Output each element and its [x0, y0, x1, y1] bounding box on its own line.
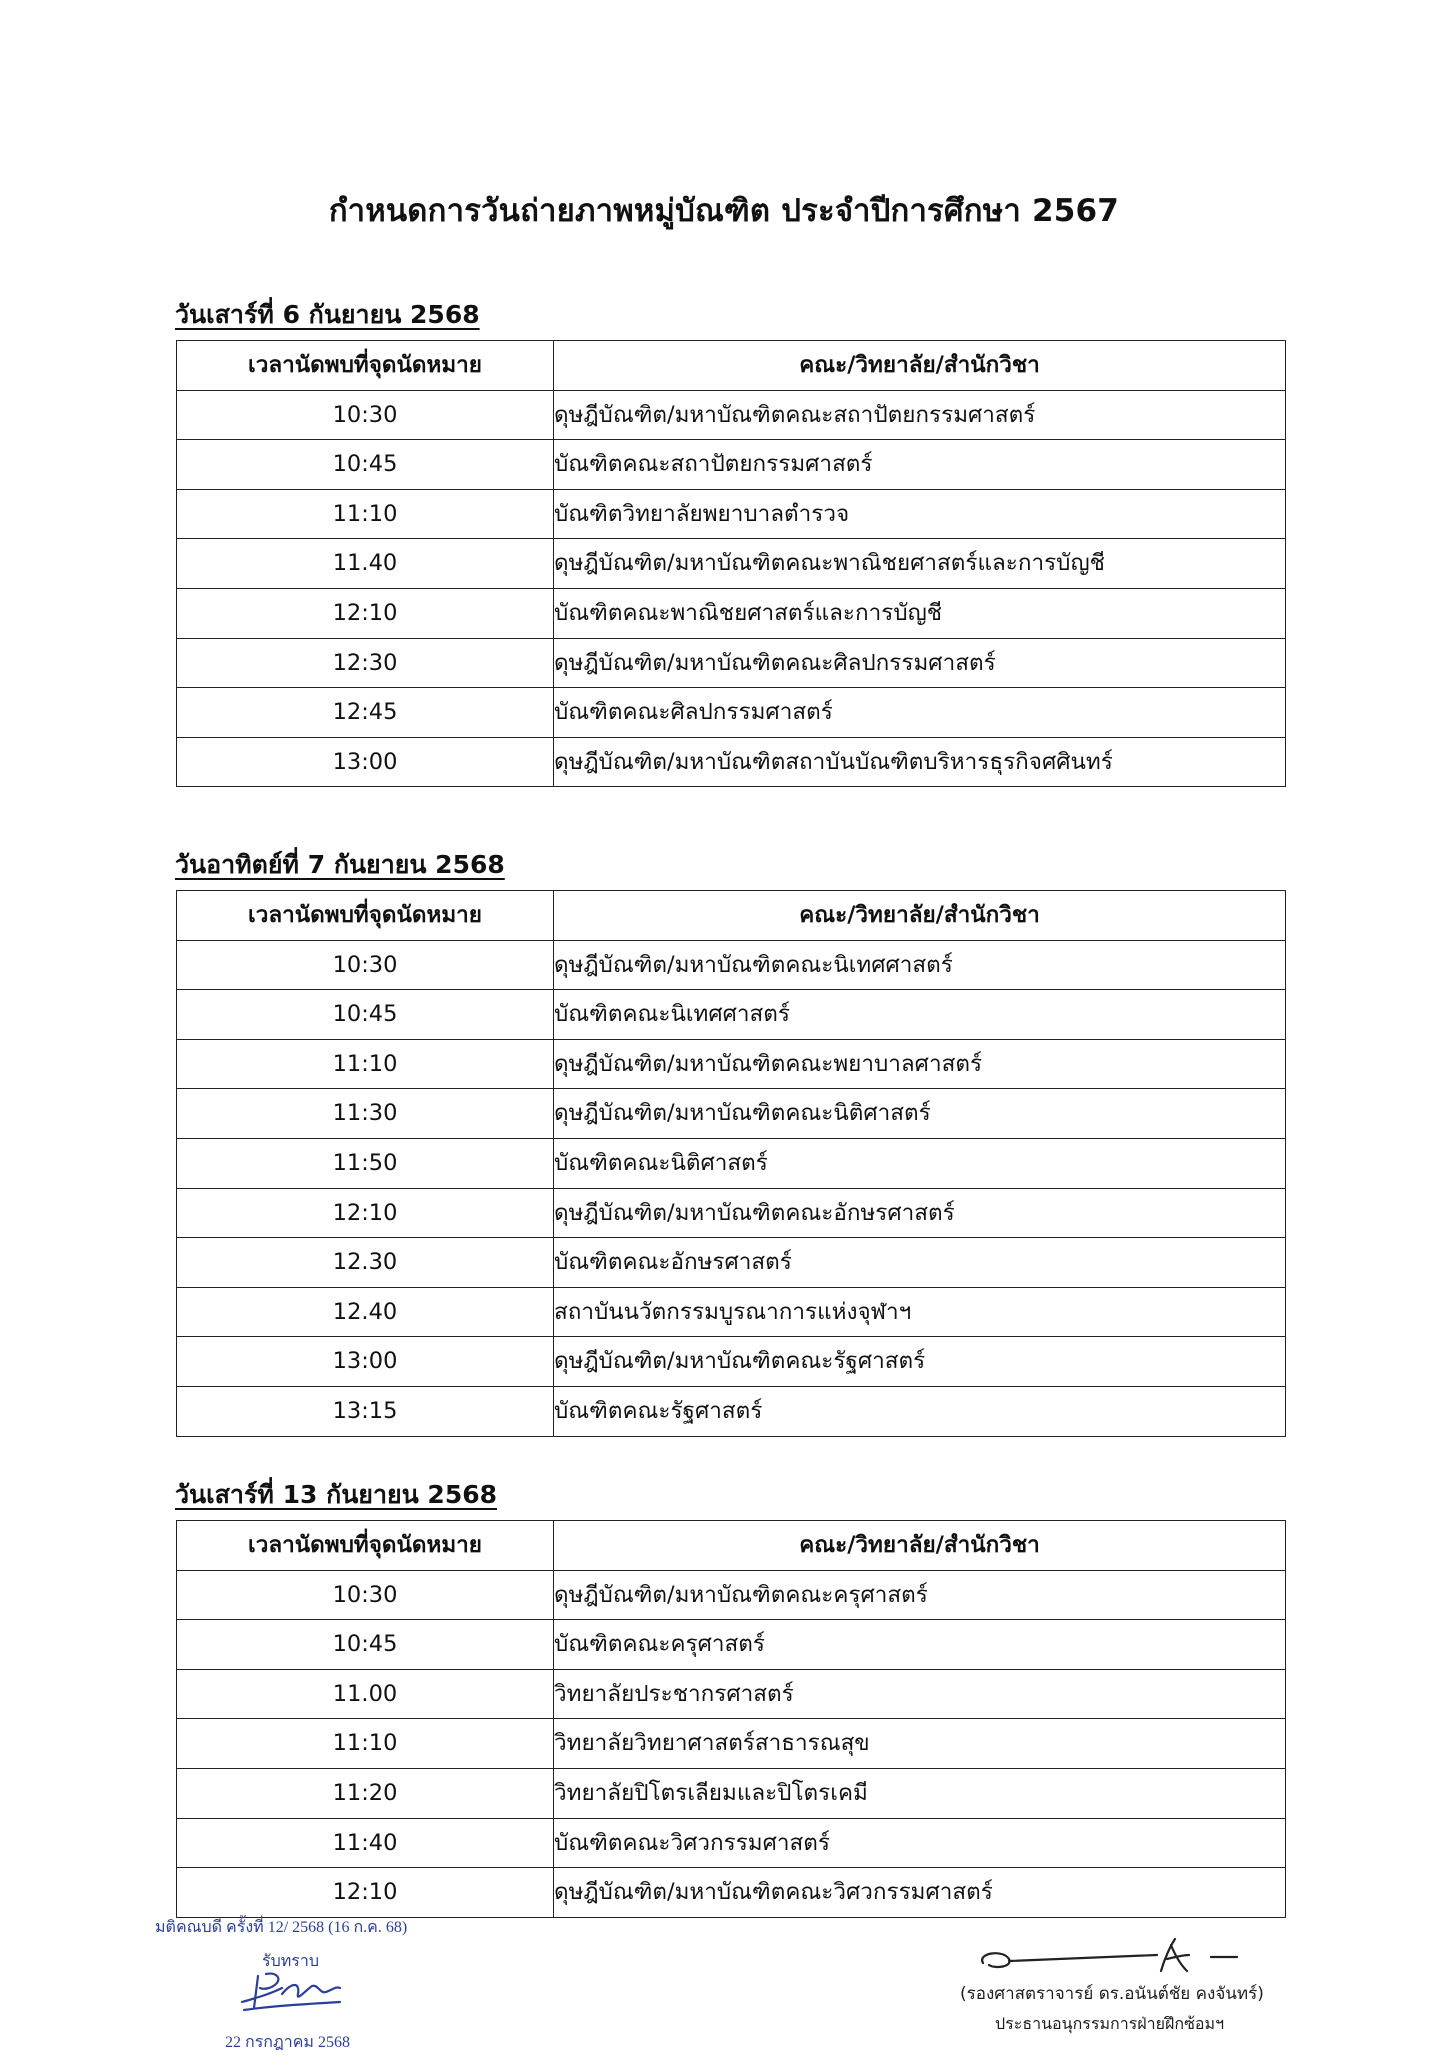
table-row — [177, 638, 1286, 688]
row-faculty: บัณฑิตคณะวิศวกรรมศาสตร์ — [554, 1818, 1286, 1868]
row-time: 11:10 — [177, 1039, 554, 1089]
table-row — [177, 1620, 1286, 1670]
row-faculty: ดุษฎีบัณฑิต/มหาบัณฑิตคณะนิเทศศาสตร์ — [554, 940, 1286, 990]
header-time: เวลานัดพบที่จุดนัดหมาย — [177, 891, 554, 941]
row-time: 12:10 — [177, 1868, 554, 1918]
table-row — [177, 390, 1286, 440]
row-time: 12:10 — [177, 588, 554, 638]
row-faculty: ดุษฎีบัณฑิต/มหาบัณฑิตคณะครุศาสตร์ — [554, 1570, 1286, 1620]
meeting-resolution-note: มติคณบดี ครั้งที่ 12/ 2568 (16 ก.ค. 68) — [155, 1919, 408, 1936]
row-faculty: ดุษฎีบัณฑิต/มหาบัณฑิตคณะอักษรศาสตร์ — [554, 1188, 1286, 1238]
row-faculty: สถาบันนวัตกรรมบูรณาการแห่งจุฬาฯ — [554, 1287, 1286, 1337]
header-faculty: คณะ/วิทยาลัย/สำนักวิชา — [554, 891, 1286, 941]
row-time: 12.40 — [177, 1287, 554, 1337]
day-1-table — [176, 340, 1286, 787]
row-time: 11:10 — [177, 489, 554, 539]
row-faculty: บัณฑิตคณะนิติศาสตร์ — [554, 1138, 1286, 1188]
row-faculty: ดุษฎีบัณฑิต/มหาบัณฑิตคณะนิติศาสตร์ — [554, 1089, 1286, 1139]
row-time: 10:45 — [177, 1620, 554, 1670]
table-row — [177, 1719, 1286, 1769]
row-faculty: ดุษฎีบัณฑิต/มหาบัณฑิตคณะพยาบาลศาสตร์ — [554, 1039, 1286, 1089]
row-time: 10:45 — [177, 440, 554, 490]
day-1-date: วันเสาร์ที่ 6 กันยายน 2568 — [175, 300, 480, 329]
table-row — [177, 1089, 1286, 1139]
page-title: กำหนดการวันถ่ายภาพหมู่บัณฑิต ประจำปีการศึกษา 2567 — [328, 193, 1120, 229]
table-row — [177, 1768, 1286, 1818]
row-faculty: วิทยาลัยประชากรศาสตร์ — [554, 1669, 1286, 1719]
row-faculty: วิทยาลัยปิโตรเลียมและปิโตรเคมี — [554, 1768, 1286, 1818]
row-faculty: บัณฑิตคณะรัฐศาสตร์ — [554, 1386, 1286, 1436]
table-row — [177, 1188, 1286, 1238]
table-row — [177, 1818, 1286, 1868]
row-time: 10:30 — [177, 390, 554, 440]
chairperson-signature — [975, 1935, 1275, 1985]
table-row — [177, 1570, 1286, 1620]
row-time: 11:50 — [177, 1138, 554, 1188]
row-time: 13:15 — [177, 1386, 554, 1436]
table-row — [177, 1337, 1286, 1387]
day-2-date: วันอาทิตย์ที่ 7 กันยายน 2568 — [175, 850, 505, 879]
table-row — [177, 539, 1286, 589]
row-faculty: บัณฑิตคณะศิลปกรรมศาสตร์ — [554, 688, 1286, 738]
table-row — [177, 1868, 1286, 1918]
row-time: 10:45 — [177, 990, 554, 1040]
table-header-row — [177, 891, 1286, 941]
day-3-date: วันเสาร์ที่ 13 กันยายน 2568 — [175, 1480, 498, 1509]
day-3-table — [176, 1520, 1286, 1918]
day-2-table — [176, 890, 1286, 1437]
row-faculty: ดุษฎีบัณฑิต/มหาบัณฑิตคณะรัฐศาสตร์ — [554, 1337, 1286, 1387]
row-time: 11.40 — [177, 539, 554, 589]
row-faculty: บัณฑิตวิทยาลัยพยาบาลตำรวจ — [554, 489, 1286, 539]
row-time: 12:45 — [177, 688, 554, 738]
row-time: 10:30 — [177, 940, 554, 990]
row-time: 10:30 — [177, 1570, 554, 1620]
table-row — [177, 1238, 1286, 1288]
row-faculty: ดุษฎีบัณฑิต/มหาบัณฑิตคณะวิศวกรรมศาสตร์ — [554, 1868, 1286, 1918]
row-time: 11:20 — [177, 1768, 554, 1818]
row-faculty: บัณฑิตคณะพาณิชยศาสตร์และการบัญชี — [554, 588, 1286, 638]
table-row — [177, 1669, 1286, 1719]
row-time: 11:30 — [177, 1089, 554, 1139]
table-row — [177, 1287, 1286, 1337]
row-faculty: บัณฑิตคณะอักษรศาสตร์ — [554, 1238, 1286, 1288]
row-time: 11:10 — [177, 1719, 554, 1769]
table-header-row — [177, 1521, 1286, 1571]
table-row — [177, 737, 1286, 787]
table-row — [177, 1386, 1286, 1436]
row-time: 11.00 — [177, 1669, 554, 1719]
row-faculty: ดุษฎีบัณฑิต/มหาบัณฑิตคณะศิลปกรรมศาสตร์ — [554, 638, 1286, 688]
row-time: 13:00 — [177, 1337, 554, 1387]
header-time: เวลานัดพบที่จุดนัดหมาย — [177, 341, 554, 391]
signatory-position: ประธานอนุกรรมการฝ่ายฝึกซ้อมฯ — [995, 2014, 1225, 2033]
row-faculty: บัณฑิตคณะนิเทศศาสตร์ — [554, 990, 1286, 1040]
row-time: 11:40 — [177, 1818, 554, 1868]
header-faculty: คณะ/วิทยาลัย/สำนักวิชา — [554, 341, 1286, 391]
row-time: 13:00 — [177, 737, 554, 787]
table-row — [177, 688, 1286, 738]
signatory-name: (รองศาสตราจารย์ ดร.อนันต์ชัย คงจันทร์) — [960, 1984, 1264, 2004]
acknowledged-date-note: 22 กรกฎาคม 2568 — [225, 2034, 350, 2051]
row-faculty: บัณฑิตคณะครุศาสตร์ — [554, 1620, 1286, 1670]
row-time: 12:30 — [177, 638, 554, 688]
header-faculty: คณะ/วิทยาลัย/สำนักวิชา — [554, 1521, 1286, 1571]
row-time: 12:10 — [177, 1188, 554, 1238]
table-row — [177, 440, 1286, 490]
table-header-row — [177, 341, 1286, 391]
table-row — [177, 489, 1286, 539]
acknowledged-note: รับทราบ — [262, 1953, 320, 1970]
table-row — [177, 990, 1286, 1040]
row-faculty: วิทยาลัยวิทยาศาสตร์สาธารณสุข — [554, 1719, 1286, 1769]
row-faculty: บัณฑิตคณะสถาปัตยกรรมศาสตร์ — [554, 440, 1286, 490]
table-row — [177, 1039, 1286, 1089]
table-row — [177, 940, 1286, 990]
row-faculty: ดุษฎีบัณฑิต/มหาบัณฑิตคณะสถาปัตยกรรมศาสตร์ — [554, 390, 1286, 440]
handwritten-initials-signature — [236, 1968, 348, 2016]
row-faculty: ดุษฎีบัณฑิต/มหาบัณฑิตสถาบันบัณฑิตบริหารธุรกิจศศินทร์ — [554, 737, 1286, 787]
table-row — [177, 1138, 1286, 1188]
row-faculty: ดุษฎีบัณฑิต/มหาบัณฑิตคณะพาณิชยศาสตร์และการบัญชี — [554, 539, 1286, 589]
header-time: เวลานัดพบที่จุดนัดหมาย — [177, 1521, 554, 1571]
table-row — [177, 588, 1286, 638]
row-time: 12.30 — [177, 1238, 554, 1288]
